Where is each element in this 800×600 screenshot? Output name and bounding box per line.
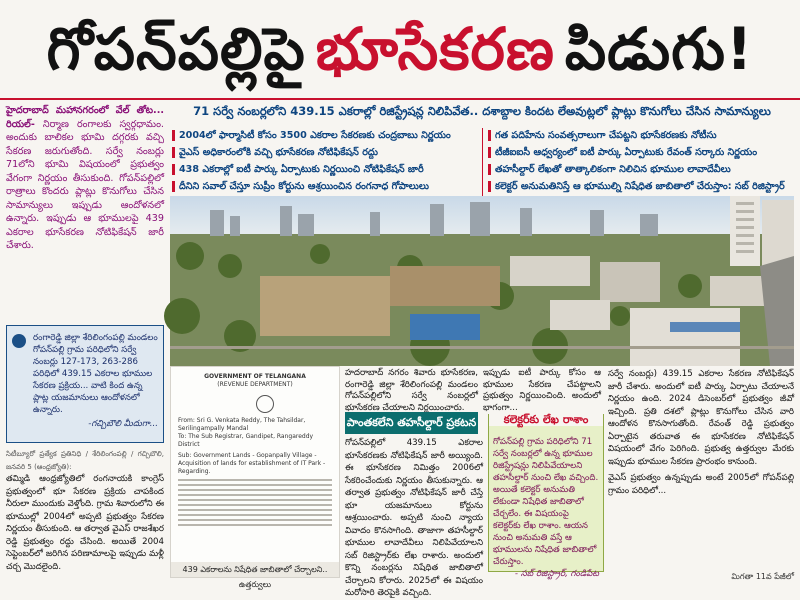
subheadline-banner: 71 సర్వే నంబర్లలోని 439.15 ఎకరాల్లో రిజిస్ట్రేషన్ల నిలిపివేత.. దశాబ్దాల కిందట లేఅవుట్లలో ప్లాట్లు కొనుగోలు చేసిన సామాన్యులు <box>193 103 771 118</box>
point-right-4: కలెక్టర్‌ అనుమతినిస్తే ఆ భూముల్ని నిషేధిత జాబితాలో చేరుస్తాం: సబ్‌ రిజిస్ట్రార్‌ <box>488 179 794 195</box>
government-order-image <box>170 366 340 589</box>
collector-box <box>488 413 604 579</box>
right-body: సర్వే నంబర్లు) 439.15 ఎకరాల సేకరణ నోటిఫికేషన్‌ జారీ చేశారు. అందులో ఐటీ పార్కు ఏర్పాటు చేయాలనే నిర్ణయం ఉంది. 2024 డిసెంబర్‌లో ప్రభుత్వం జీవో ఇచ్చింది. ప్రతి దశలో ప్లాట్లు కొనుగోలు చేసిన వారి ఆందోళన కొనసాగుతోంది. రేవంత్‌ రెడ్డి ప్రభుత్వం ఏర్పాటైన తరువాత ఈ భూసేకరణ నోటిఫికేషన్‌ విషయంలో వేగం పెరిగింది. ప్రభుత్వ ఉత్తర్వుల మేరకు ఇప్పుడు భూముల సేకరణ ప్రారంభం కానుంది. <box>608 369 794 467</box>
byline: సిటీబ్యూరో ప్రత్యేక ప్రతినిధి / శేరిలింగంపల్లి / గచ్చిబౌలి, జనవరి 5 (ఆంధ్రజ్యోతి): <box>6 450 164 471</box>
point-right-2: టీజీఐఐసీ ఆధ్వర్యంలో ఐటీ పార్కు ఏర్పాటుకు రేవంత్‌ సర్కారు నిర్ణయం <box>488 145 794 161</box>
point-left-2: వైఎస్‌ అధికారంలోకి వచ్చి భూసేకరణ నోటిఫికేషన్‌ రద్దు <box>172 145 478 161</box>
left-column-text <box>6 104 164 253</box>
doc-subject: Sub: Government Lands - Gopanpally Village - Acquisition of lands for establishment of IT Park - Regarding. <box>178 452 326 475</box>
continued-page-note: మిగతా 11వ పేజీలో <box>731 572 794 581</box>
point-left-1: 2004లో ఫార్మాసిటీ కోసం 3500 ఎకరాల సేకరణకు చంద్రబాబు నిర్ణయం <box>172 128 478 144</box>
point-left-4: దీనిని సవాల్‌ చేస్తూ సుప్రీం కోర్టును ఆశ్రయించిన రంగనాధ గోపాలులు <box>172 179 478 195</box>
right-column <box>608 368 794 568</box>
point-right-1: గత పదిహేను సంవత్సరాలుగా చేపట్టని భూసేకరణకు నోటీసు <box>488 128 794 144</box>
info-box <box>6 325 164 443</box>
headline-part-1: గోపన్‌పల్లిపై <box>46 15 306 83</box>
aerial-photo <box>170 196 794 366</box>
doc-subheading: (REVENUE DEPARTMENT) <box>217 381 293 388</box>
bottom-left-column <box>6 448 164 582</box>
points-divider <box>482 128 483 198</box>
headline-part-3: పిడుగు! <box>564 15 754 83</box>
doc-to: To: The Sub Registrar, Gandipet, Rangareddy District <box>178 433 314 448</box>
point-right-3: తహసీల్దార్‌ లేఖతో తాత్కాలికంగా నిలిచిన భూముల లావాదేవీలు <box>488 162 794 178</box>
headline-rule <box>0 98 800 100</box>
collector-heading: కలెక్టర్‌కు లేఖ రాశాం <box>489 414 603 426</box>
headline <box>0 0 800 98</box>
mid-top-text-2: ఇప్పుడు ఐటీ పార్కు కోసం ఆ భూముల సేకరణ చేపట్టాలని ప్రభుత్వం నిర్ణయించింది. అందులో భాగంగా... <box>483 368 601 413</box>
collector-body: గోపన్‌పల్లి గ్రామ పరిధిలోని 71 సర్వే నంబర్లలో ఉన్న భూముల రిజిస్ట్రేషన్లు నిలిపివేయాలని తహసీల్దార్‌ నుంచి లేఖ వచ్చింది. అయితే కలెక్టర్‌ అనుమతి లేకుండా నిషేధిత జాబితాలో చేర్చలేం. ఈ విషయంపై కలెక్టర్‌కు లేఖ రాశాం. ఆయన నుంచి అనుమతి వస్తే ఆ భూములను నిషేధిత జాబితాలో చేరుస్తాం. <box>493 437 599 567</box>
emblem-icon <box>256 395 274 413</box>
info-box-text: రంగారెడ్డి జిల్లా శేరిలింగంపల్లి మండలం గోపన్‌పల్లి గ్రామ పరిధిలోని సర్వే నంబర్లు 127-173, 263-286 పరిధిలో 439.15 ఎకరాల భూముల సేకరణ ప్రక్రియ... వాటి కింద ఉన్న ప్లాట్ల యజమానులు ఆందోళనలో ఉన్నారు. <box>33 333 158 415</box>
aerial-city-illustration <box>170 196 794 366</box>
info-box-sign: -గచ్చిబౌలి మీదుగా... <box>88 419 158 429</box>
doc-from: From: Sri G. Venkata Reddy, The Tahsildar, Serilingampally Mandal <box>178 417 306 432</box>
headline-part-2: భూసేకరణ <box>315 15 555 83</box>
tahsildar-caption: పాంతకలేని తహసీల్దార్‌ ప్రకటన <box>345 412 478 434</box>
point-left-3: 438 ఎకరాల్లో ఐటీ పార్కు ఏర్పాటుకు నిర్ణయించి నోటిఫికేషన్‌ జారీ <box>172 162 478 178</box>
doc-heading: GOVERNMENT OF TELANGANA <box>204 373 306 380</box>
bottom-left-body: తమ్మిడి ఆంధ్రజ్యోతిలో రంగనాయకి కాంగ్రెస్‌ ప్రభుత్వంలో భూ సేకరణ ప్రక్రియ చాపకింద నీరులా ముందుకు వెళ్తోంది. గ్రామ శివారులోని ఈ భూముల్లో 2004లో అప్పటి ప్రభుత్వం సేకరణ నిర్ణయం తీసుకుంది. ఆ తర్వాత వైఎస్‌ రాజశేఖర రెడ్డి ప్రభుత్వం రద్దు చేసింది. అయితే 2004 సెప్టెంబర్‌లో జరిగిన పరిణామాలపై ఇప్పుడు మళ్లీ చర్చ మొదలైంది. <box>6 474 164 572</box>
mid-top-text: హదరాబాద్‌ నగరం శివారు భూసేకరణ, రంగారెడ్డి జిల్లా శేరిలింగంపల్లి మండలం గోపన్‌పల్లిలోని సర్వే నంబర్లలో భూసేకరణ చేయాలని నిర్ణయించారు. <box>345 368 478 413</box>
left-lead: హైదరాబాద్‌ మహానగరంలో వేల్‌ తోట... రియల్‌- <box>6 105 164 130</box>
right-tail: వైఎస్‌ ప్రభుత్వం ఉన్నప్పుడు అంటే 2005లో గోపన్‌పల్లి గ్రామం పరిధిలో... <box>608 473 794 496</box>
left-body: నిర్మాణ రంగాలకు స్వర్గధామం. అందుకు బాలికల భూమి దగ్గరకు వచ్చి సేకరణ జరుగుతోంది. సర్వే నంబర్లు 71లోని భూమి విషయంలో ప్రభుత్వం వేగంగా నిర్ణయం తీసుకుంది. గోపన్‌పల్లిలో రాత్రాలు కొందరు ప్లాట్లు కొనుగోలు చేసిన సామాన్యులు ఇప్పుడు ఆందోళనలో ఉన్నారు. ఇప్పుడు ఆ భూములపై 439 ఎకరాల భూసేకరణ నోటిఫికేషన్‌ జారీ చేశారు. <box>6 118 164 251</box>
collector-sign: - సబ్‌ రిజిస్ట్రార్‌, గండిపేట <box>514 569 599 579</box>
mid-body-text: గోపన్‌పల్లిలో 439.15 ఎకరాల భూసేకరణకు నోటిఫికేషన్‌ జారీ అయ్యింది. ఈ భూసేకరణ నిమిత్తం 2006లో సేకరించేందుకు నిర్ణయం తీసుకున్నారు. ఆ తర్వాత ప్రభుత్వం నోటిఫికేషన్‌ జారీ చేస్తే భూ యజమానులు కోర్టును ఆశ్రయించారు. అప్పటి నుంచి న్యాయ వివాదం కొనసాగింది. తాజాగా తహసీల్దార్‌ భూముల లావాదేవీలు నిలిపివేయాలని సబ్‌ రిజిస్ట్రార్‌కు లేఖ రాశారు. అందులో కొన్ని నంబర్లను నిషేధిత జాబితాలో చేర్చాలని కోరారు. 2025లో ఈ విషయం మరోసారి తెరపైకి వచ్చింది. <box>345 438 483 598</box>
bullet-icon <box>12 334 26 348</box>
doc-caption: 439 ఎకరాలను నిషేధిత జాబితాలో చేర్చాలని.. ఉత్తర్వులు <box>171 562 339 577</box>
